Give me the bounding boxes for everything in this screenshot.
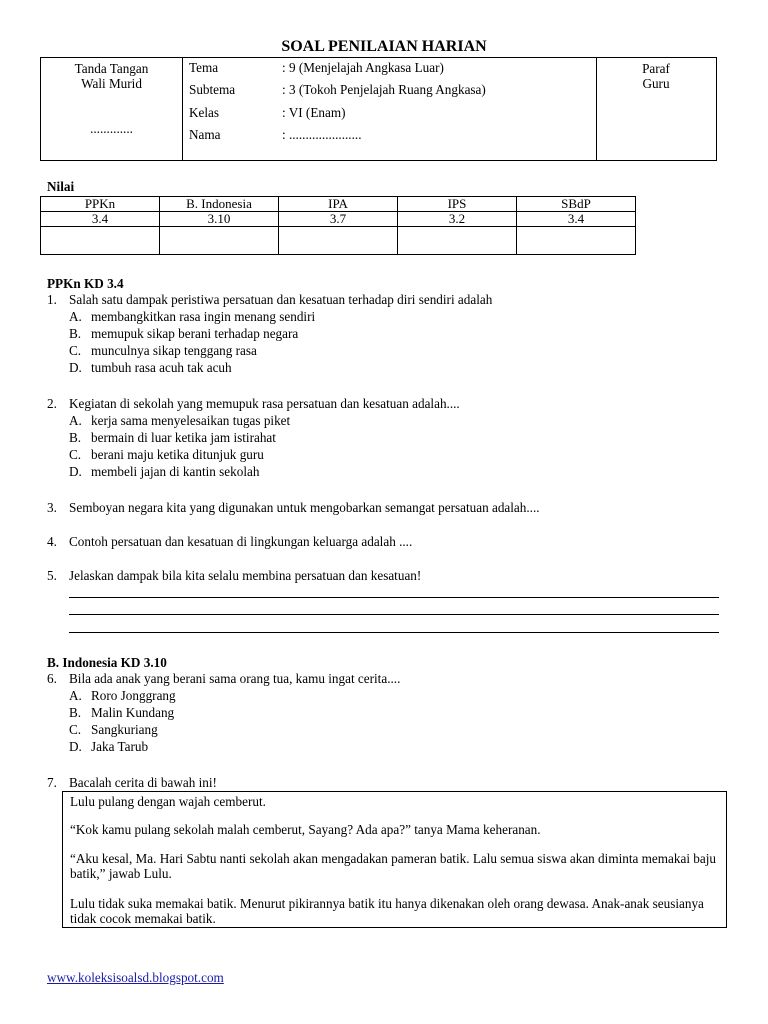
- signature-dots: .............: [90, 121, 133, 136]
- score-cell[interactable]: [517, 227, 636, 255]
- question-text: Bila ada anak yang berani sama orang tua, kamu ingat cerita....: [69, 671, 401, 686]
- option-letter: A.: [69, 688, 82, 703]
- kd-cell: 3.7: [279, 212, 398, 227]
- option-text: membangkitkan rasa ingin menang sendiri: [91, 309, 316, 324]
- story-paragraph: Lulu pulang dengan wajah cemberut.: [70, 794, 266, 809]
- page-title: SOAL PENILAIAN HARIAN: [281, 38, 487, 55]
- header-divider: [182, 58, 183, 160]
- question-text: Contoh persatuan dan kesatuan di lingkungan keluarga adalah ....: [69, 534, 413, 549]
- story-box: [62, 791, 727, 928]
- nilai-table: [40, 196, 636, 255]
- option-text: Sangkuriang: [91, 722, 158, 737]
- option-letter: C.: [69, 447, 82, 462]
- field-value-subtema: : 3 (Tokoh Penjelajah Ruang Angkasa): [282, 82, 486, 97]
- subject-cell: B. Indonesia: [160, 197, 279, 212]
- option-text: Malin Kundang: [91, 705, 175, 720]
- field-label-kelas: Kelas: [189, 105, 220, 120]
- option-letter: C.: [69, 722, 82, 737]
- answer-line[interactable]: [69, 614, 719, 615]
- option-text: munculnya sikap tenggang rasa: [91, 343, 257, 358]
- kd-cell: 3.2: [398, 212, 517, 227]
- option-text: Jaka Tarub: [91, 739, 149, 754]
- paraf-label: Paraf Guru: [642, 61, 670, 91]
- option-text: membeli jajan di kantin sekolah: [91, 464, 260, 479]
- option-letter: A.: [69, 413, 82, 428]
- option-letter: B.: [69, 705, 82, 720]
- score-cell[interactable]: [41, 227, 160, 255]
- field-value-nama: : ......................: [282, 127, 362, 142]
- option-text: memupuk sikap berani terhadap negara: [91, 326, 299, 341]
- option-letter: A.: [69, 309, 82, 324]
- subject-cell: IPA: [279, 197, 398, 212]
- question-text: Jelaskan dampak bila kita selalu membina persatuan dan kesatuan!: [69, 568, 422, 583]
- kd-cell: 3.4: [41, 212, 160, 227]
- option-text: kerja sama menyelesaikan tugas piket: [91, 413, 291, 428]
- nilai-title: Nilai: [47, 179, 75, 194]
- kd-cell: 3.10: [160, 212, 279, 227]
- option-text: Roro Jonggrang: [91, 688, 176, 703]
- story-paragraph: Lulu tidak suka memakai batik. Menurut pikirannya batik itu hanya dikenakan oleh orang dewasa. Anak-anak seusianya tidak cocok memakai batik.: [70, 896, 704, 926]
- option-text: berani maju ketika ditunjuk guru: [91, 447, 264, 462]
- question-text: Salah satu dampak peristiwa persatuan dan kesatuan terhadap diri sendiri adalah: [69, 292, 493, 307]
- option-letter: D.: [69, 739, 82, 754]
- option-letter: D.: [69, 360, 82, 375]
- option-letter: C.: [69, 343, 82, 358]
- question-number: 5.: [47, 568, 57, 583]
- option-text: bermain di luar ketika jam istirahat: [91, 430, 276, 445]
- question-number: 6.: [47, 671, 57, 686]
- option-letter: B.: [69, 326, 82, 341]
- score-cell[interactable]: [160, 227, 279, 255]
- score-cell[interactable]: [398, 227, 517, 255]
- question-text: Bacalah cerita di bawah ini!: [69, 775, 217, 790]
- field-value-tema: : 9 (Menjelajah Angkasa Luar): [282, 60, 444, 75]
- story-paragraph: “Kok kamu pulang sekolah malah cemberut, Sayang? Ada apa?” tanya Mama keheranan.: [70, 822, 541, 837]
- footer-link[interactable]: www.koleksisoalsd.blogspot.com: [47, 970, 224, 985]
- field-label-tema: Tema: [189, 60, 219, 75]
- option-letter: B.: [69, 430, 82, 445]
- subject-cell: IPS: [398, 197, 517, 212]
- question-number: 3.: [47, 500, 57, 515]
- kd-cell: 3.4: [517, 212, 636, 227]
- section-title-bindo: B. Indonesia KD 3.10: [47, 655, 167, 670]
- story-paragraph: “Aku kesal, Ma. Hari Sabtu nanti sekolah akan mengadakan pameran batik. Lalu semua siswa akan diminta memakai baju batik,” jawab Lulu.: [70, 851, 716, 881]
- section-title-ppkn: PPKn KD 3.4: [47, 276, 124, 291]
- field-label-nama: Nama: [189, 127, 221, 142]
- answer-line[interactable]: [69, 597, 719, 598]
- option-letter: D.: [69, 464, 82, 479]
- question-text: Semboyan negara kita yang digunakan untuk mengobarkan semangat persatuan adalah....: [69, 500, 540, 515]
- question-number: 4.: [47, 534, 57, 549]
- header-box: [40, 57, 717, 161]
- question-text: Kegiatan di sekolah yang memupuk rasa persatuan dan kesatuan adalah....: [69, 396, 460, 411]
- question-number: 7.: [47, 775, 57, 790]
- score-cell[interactable]: [279, 227, 398, 255]
- question-number: 2.: [47, 396, 57, 411]
- option-text: tumbuh rasa acuh tak acuh: [91, 360, 232, 375]
- field-value-kelas: : VI (Enam): [282, 105, 346, 120]
- signature-label: Tanda Tangan Wali Murid: [74, 61, 149, 91]
- question-number: 1.: [47, 292, 57, 307]
- subject-cell: PPKn: [41, 197, 160, 212]
- field-label-subtema: Subtema: [189, 82, 236, 97]
- subject-cell: SBdP: [517, 197, 636, 212]
- answer-line[interactable]: [69, 632, 719, 633]
